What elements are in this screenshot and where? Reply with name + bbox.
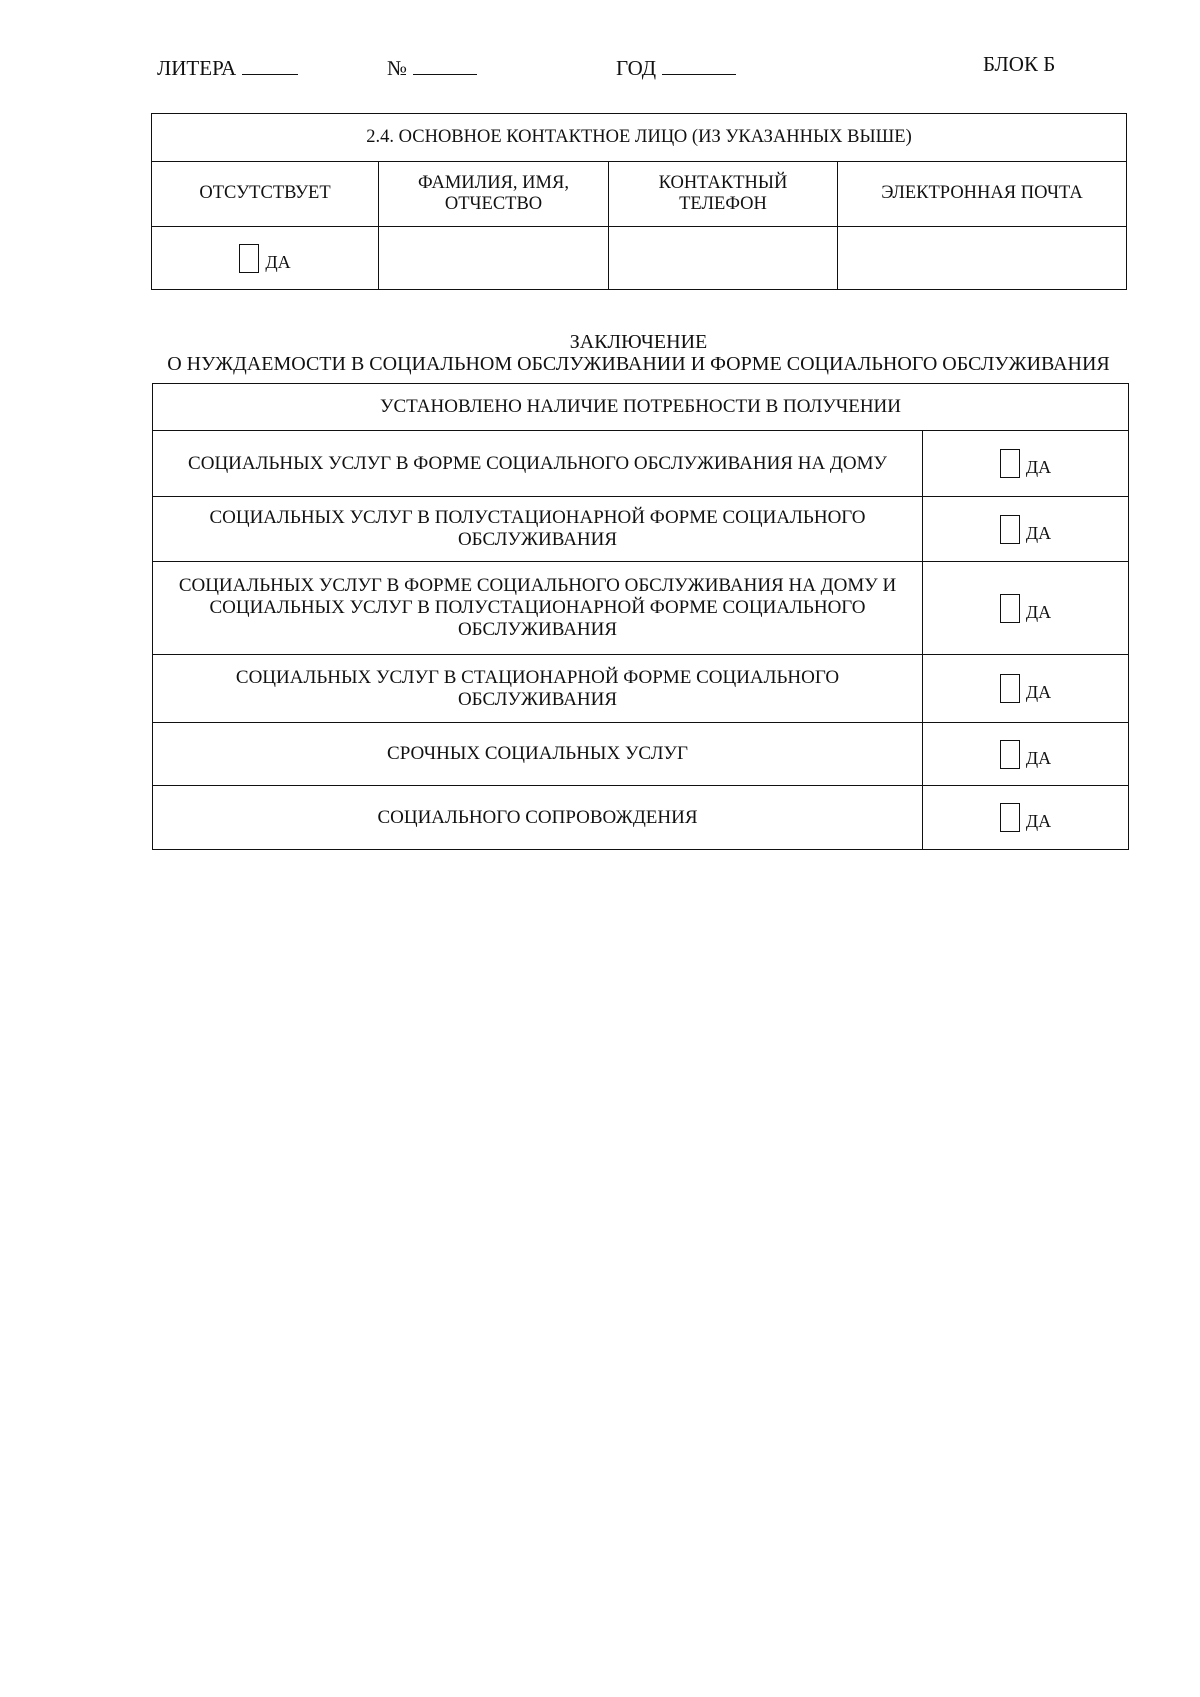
service-stationary-checkbox[interactable] bbox=[1000, 674, 1020, 703]
service-urgent-check-cell bbox=[923, 723, 1129, 786]
service-support-check-cell bbox=[923, 786, 1129, 850]
absent-checkbox-label: ДА bbox=[265, 251, 291, 272]
service-semistationary-label: СОЦИАЛЬНЫХ УСЛУГ В ПОЛУСТАЦИОНАРНОЙ ФОРМЕ СОЦИАЛЬНОГО ОБСЛУЖИВАНИЯ bbox=[153, 497, 923, 562]
service-home-label: СОЦИАЛЬНЫХ УСЛУГ В ФОРМЕ СОЦИАЛЬНОГО ОБСЛУЖИВАНИЯ НА ДОМУ bbox=[153, 431, 923, 497]
service-needs-table bbox=[152, 383, 1129, 850]
absent-checkbox[interactable] bbox=[239, 244, 259, 273]
service-home-and-semistationary-checkbox[interactable] bbox=[1000, 594, 1020, 623]
needs-row bbox=[153, 497, 1129, 562]
needs-table-title: УСТАНОВЛЕНО НАЛИЧИЕ ПОТРЕБНОСТИ В ПОЛУЧЕНИИ bbox=[153, 384, 1129, 431]
service-home-check-cell bbox=[923, 431, 1129, 497]
service-home-checkbox[interactable] bbox=[1000, 449, 1020, 478]
needs-row bbox=[153, 431, 1129, 497]
litera-label: ЛИТЕРА bbox=[157, 56, 237, 80]
service-support-checkbox[interactable] bbox=[1000, 803, 1020, 832]
litera-field[interactable] bbox=[157, 56, 298, 81]
needs-row bbox=[153, 655, 1129, 723]
col-header-phone: КОНТАКТНЫЙ ТЕЛЕФОН bbox=[609, 162, 838, 227]
checkbox-yes-label: ДА bbox=[1025, 682, 1052, 703]
col-header-absent: ОТСУТСТВУЕТ bbox=[152, 162, 379, 227]
year-label: ГОД bbox=[616, 56, 657, 80]
service-semistationary-checkbox[interactable] bbox=[1000, 515, 1020, 544]
service-support-label: СОЦИАЛЬНОГО СОПРОВОЖДЕНИЯ bbox=[153, 786, 923, 850]
phone-input-cell[interactable] bbox=[609, 227, 838, 290]
service-stationary-label: СОЦИАЛЬНЫХ УСЛУГ В СТАЦИОНАРНОЙ ФОРМЕ СОЦИАЛЬНОГО ОБСЛУЖИВАНИЯ bbox=[153, 655, 923, 723]
conclusion-heading-line1: ЗАКЛЮЧЕНИЕ bbox=[569, 331, 708, 353]
year-field[interactable] bbox=[616, 56, 736, 81]
needs-row bbox=[153, 562, 1129, 655]
contact-person-table bbox=[151, 113, 1127, 290]
full-name-input-cell[interactable] bbox=[379, 227, 609, 290]
service-home-and-semistationary-check-cell bbox=[923, 562, 1129, 655]
conclusion-heading-line2: О НУЖДАЕМОСТИ В СОЦИАЛЬНОМ ОБСЛУЖИВАНИИ И ФОРМЕ СОЦИАЛЬНОГО ОБСЛУЖИВАНИЯ bbox=[167, 353, 1110, 375]
year-blank-line[interactable] bbox=[662, 56, 736, 75]
col-header-full-name: ФАМИЛИЯ, ИМЯ, ОТЧЕСТВО bbox=[379, 162, 609, 227]
checkbox-yes-label: ДА bbox=[1025, 457, 1052, 478]
litera-blank-line[interactable] bbox=[242, 56, 298, 75]
email-input-cell[interactable] bbox=[838, 227, 1127, 290]
checkbox-yes-label: ДА bbox=[1025, 811, 1052, 832]
checkbox-yes-label: ДА bbox=[1025, 522, 1052, 543]
number-field[interactable] bbox=[387, 56, 477, 81]
number-blank-line[interactable] bbox=[413, 56, 477, 75]
service-urgent-checkbox[interactable] bbox=[1000, 740, 1020, 769]
block-label: БЛОК Б bbox=[983, 52, 1056, 76]
needs-row bbox=[153, 723, 1129, 786]
number-label: № bbox=[387, 56, 408, 80]
conclusion-heading bbox=[150, 331, 1127, 375]
service-semistationary-check-cell bbox=[923, 497, 1129, 562]
contact-table-title: 2.4. ОСНОВНОЕ КОНТАКТНОЕ ЛИЦО (ИЗ УКАЗАННЫХ ВЫШЕ) bbox=[152, 114, 1127, 162]
service-stationary-check-cell bbox=[923, 655, 1129, 723]
absent-cell bbox=[152, 227, 379, 290]
needs-row bbox=[153, 786, 1129, 850]
form-header bbox=[0, 50, 1200, 90]
service-home-and-semistationary-label: СОЦИАЛЬНЫХ УСЛУГ В ФОРМЕ СОЦИАЛЬНОГО ОБСЛУЖИВАНИЯ НА ДОМУ И СОЦИАЛЬНЫХ УСЛУГ В ПОЛУСТАЦИОНАРНОЙ ФОРМЕ СОЦИАЛЬНОГО ОБСЛУЖИВАНИЯ bbox=[153, 562, 923, 655]
service-urgent-label: СРОЧНЫХ СОЦИАЛЬНЫХ УСЛУГ bbox=[153, 723, 923, 786]
checkbox-yes-label: ДА bbox=[1025, 601, 1052, 622]
col-header-email: ЭЛЕКТРОННАЯ ПОЧТА bbox=[838, 162, 1127, 227]
checkbox-yes-label: ДА bbox=[1025, 747, 1052, 768]
